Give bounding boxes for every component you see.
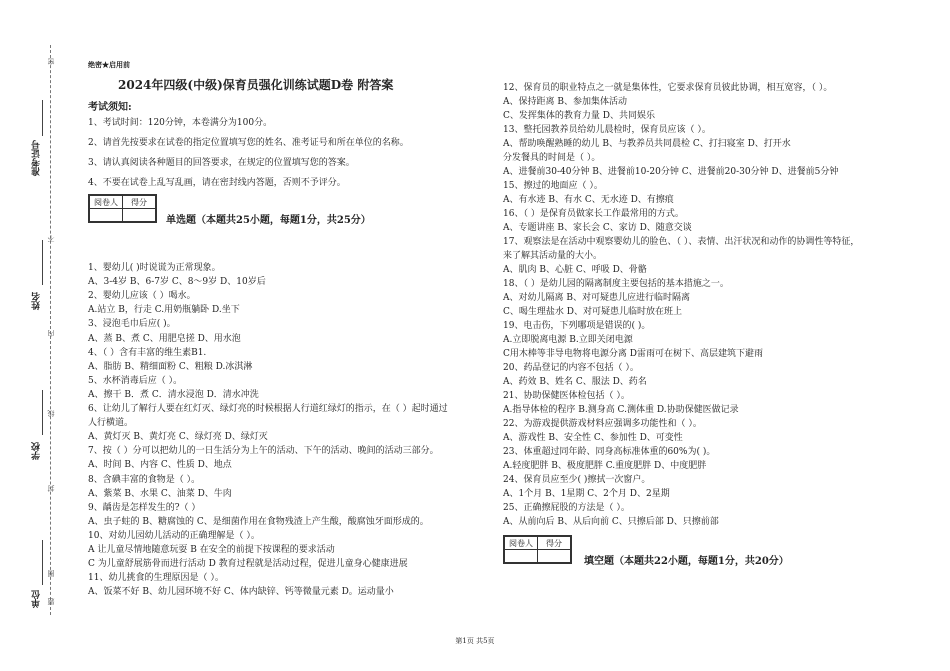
question-line: A、药效 B、姓名 C、服法 D、药名: [503, 377, 647, 387]
question-line: A 让儿童尽情地随意玩耍 B 在安全的前提下按课程的要求活动: [88, 545, 335, 555]
question-line: A、对幼儿隔离 B、对可疑患儿应进行临时隔离: [503, 293, 690, 303]
question-line: 17、观察法是在活动中观察婴幼儿的脸色、（ ）、表情、出汗状况和动作的协调性等特征，: [503, 237, 860, 247]
question-line: C 为儿童舒展筋骨而进行活动 D 教育过程就是活动过程，促进儿童身心健康进展: [88, 559, 408, 570]
page-footer: 第1页 共5页: [455, 637, 495, 645]
question-line: A、蒸 B、煮 C、用肥皂搓 D、用水泡: [88, 333, 241, 344]
question-line: 18、（ ）是幼儿园的隔离制度主要包括的基本措施之一。: [503, 279, 729, 289]
notice-item: 2、请首先按要求在试卷的指定位置填写您的姓名、准考证号和所在单位的名称。: [88, 138, 409, 148]
question-line: 23、体重超过同年龄、同身高标准体重的60%为( )。: [503, 447, 716, 457]
question-line: 2、婴幼儿应该（ ）喝水。: [88, 291, 196, 302]
grader-label: 阅卷人: [90, 196, 123, 209]
question-line: A、擦干 B．煮 C．清水浸泡 D．清水冲洗: [88, 389, 259, 400]
question-line: A、1个月 B、1星期 C、2个月 D、2星期: [503, 489, 670, 499]
section2-title: 填空题（本题共22小题，每题1分，共20分）: [584, 556, 789, 567]
notice-item: 1、考试时间：120分钟，本卷满分为100分。: [88, 118, 273, 128]
section1-title: 单选题（本题共25小题，每题1分，共25分）: [166, 215, 371, 226]
question-line: A.站立 B，行走 C.用奶瓶躺卧 D.坐下: [88, 305, 240, 316]
seal-char: 线: [47, 410, 55, 417]
question-line: A、保持距离 B、参加集体活动: [503, 97, 627, 107]
score-box-section2: [503, 535, 572, 564]
grader-cell[interactable]: [505, 550, 538, 563]
question-line: 3、浸泡毛巾后应( )。: [88, 319, 176, 330]
question-line: A.轻度肥胖 B、极度肥胖 C.重度肥胖 D、中度肥胖: [503, 461, 707, 471]
score-label: 得分: [538, 537, 571, 550]
question-line: 20、药品登记的内容不包括（ ）。: [503, 363, 639, 373]
question-line: A.指导体检的程序 B.测身高 C.测体重 D.协助保健医做记录: [503, 405, 739, 415]
question-line: 15、擦过的地面应（ ）。: [503, 181, 603, 191]
question-line: 5、水杯消毒后应（ ）。: [88, 375, 183, 386]
notice-item: 4、不要在试卷上乱写乱画，请在密封线内答题，否则不予评分。: [88, 178, 346, 188]
question-line: C、喝生理盐水 D、对可疑患儿临时放在班上: [503, 307, 682, 317]
question-line: 12、保育员的职业特点之一就是集体性，它要求保育员彼此协调，相互宽容，（ ）。: [503, 83, 833, 93]
question-line: A、肌肉 B、心脏 C、呼吸 D、骨骼: [503, 265, 647, 275]
question-line: 19、电击伤，下列哪项是错误的( )。: [503, 321, 651, 331]
question-line: 7、按（ ）分可以把幼儿的一日生活分为上午的活动、下午的活动、晚间的活动三部分。: [88, 446, 439, 457]
question-line: A、从前向后 B、从后向前 C、只擦后部 D、只擦前部: [503, 517, 719, 527]
question-line: A、有水迹 B、有水 C、无水迹 D、有擦痕: [503, 195, 674, 205]
question-line: 来了解其活动量的大小。: [503, 251, 603, 261]
notice-heading: 考试须知:: [88, 102, 132, 113]
seal-char: 封: [47, 485, 55, 492]
question-line: A、脂肪 B、精细面粉 C、粗粮 D.冰淇淋: [88, 361, 253, 372]
question-line: A、饭菜不好 B、幼儿园环境不好 C、体内缺锌、钙等微量元素 D。运动量小: [88, 587, 394, 598]
grader-cell[interactable]: [90, 209, 123, 222]
question-line: 8、含碘丰富的食物是（ ）。: [88, 474, 201, 485]
margin-label-name: 姓名: [32, 292, 42, 310]
question-line: A、帮助唤醒熟睡的幼儿 B、与教养员共同晨检 C、打扫寝室 D、打开水: [503, 139, 791, 149]
margin-label-unit: 单位: [32, 590, 42, 608]
question-line: 10、对幼儿园幼儿活动的正确理解是（ ）。: [88, 530, 260, 541]
grader-label: 阅卷人: [505, 537, 538, 550]
notice-item: 3、请认真阅读各种题目的回答要求，在规定的位置填写您的答案。: [88, 158, 355, 168]
exam-number-blank[interactable]: [42, 100, 43, 136]
question-line: A、虫子蛀的 B、糖腐蚀的 C、是细菌作用在食物残渣上产生酸，酸腐蚀牙面形成的。: [88, 516, 429, 527]
seal-char: 不: [47, 235, 55, 242]
question-line: 6、让幼儿了解行人要在红灯灭、绿灯亮的时候根据人行道红绿灯的指示，在（ ）起时通过: [88, 404, 448, 414]
question-line: A、时间 B、内容 C、性质 D、地点: [88, 460, 232, 471]
question-line: 21、协助保健医体检包括（ ）。: [503, 391, 630, 401]
question-line: 25、正确擦屁股的方法是（ ）。: [503, 503, 630, 513]
seal-char: 圈: [47, 570, 55, 577]
score-label: 得分: [123, 196, 156, 209]
question-line: A、进餐前30-40分钟 B、进餐前10-20分钟 C、进餐前20-30分钟 D、进餐前5分钟: [503, 167, 839, 177]
school-blank[interactable]: [42, 390, 43, 435]
secret-label: 绝密★启用前: [88, 60, 130, 69]
question-line: A、游戏性 B、安全性 C、参加性 D、可变性: [503, 433, 683, 443]
margin-label-school: 学校: [32, 442, 42, 460]
question-line: 16、（ ）是保育员做家长工作最常用的方式。: [503, 209, 684, 219]
margin-label-exam-number: 准考证号: [32, 140, 42, 176]
question-line: A、3-4岁 B、6-7岁 C、8～9岁 D、10岁后: [88, 277, 266, 288]
score-cell[interactable]: [538, 550, 571, 563]
question-line: 11、幼儿挑食的生理原因是（ ）。: [88, 573, 224, 584]
question-line: A、黄灯灭 B、黄灯亮 C、绿灯亮 D、绿灯灭: [88, 432, 268, 443]
question-line: 24、保育员应至少( )擦拭一次窗户。: [503, 475, 651, 485]
page-title: 2024年四级(中级)保育员强化训练试题D卷 附答案: [118, 78, 394, 92]
question-line: 4、（ ）含有丰富的维生素B1.: [88, 347, 207, 358]
question-line: 人行横道。: [88, 418, 134, 429]
seal-char: 题: [47, 598, 55, 605]
score-cell[interactable]: [123, 209, 156, 222]
question-line: C、发挥集体的教育力量 D、共同娱乐: [503, 111, 655, 121]
question-line: A、专题讲座 B、家长会 C、家访 D、随意交谈: [503, 223, 692, 233]
seal-char: 密: [47, 58, 55, 65]
question-line: C用木棒等非导电物将电源分离 D雷雨可在树下、高层建筑下避雨: [503, 349, 763, 359]
name-blank[interactable]: [42, 240, 43, 285]
question-line: 1、婴幼儿( )时说谎为正常现象。: [88, 263, 221, 273]
question-line: A、紫菜 B、水果 C、油菜 D、牛肉: [88, 488, 232, 499]
question-line: 分发餐具的时间是（ ）。: [503, 153, 601, 163]
question-line: 13、整托园教养员给幼儿晨检时，保育员应该（ ）。: [503, 125, 711, 135]
binding-margin: [0, 0, 70, 671]
question-line: 22、为游戏提供游戏材料应强调多功能性和（ ）。: [503, 419, 702, 429]
seal-char: 内: [47, 330, 55, 337]
question-line: A.立即脱离电源 B.立即关闭电源: [503, 335, 633, 345]
score-box-section1: [88, 194, 157, 223]
unit-blank[interactable]: [42, 540, 43, 585]
question-line: 9、龋齿是怎样发生的?（ ）: [88, 502, 201, 513]
